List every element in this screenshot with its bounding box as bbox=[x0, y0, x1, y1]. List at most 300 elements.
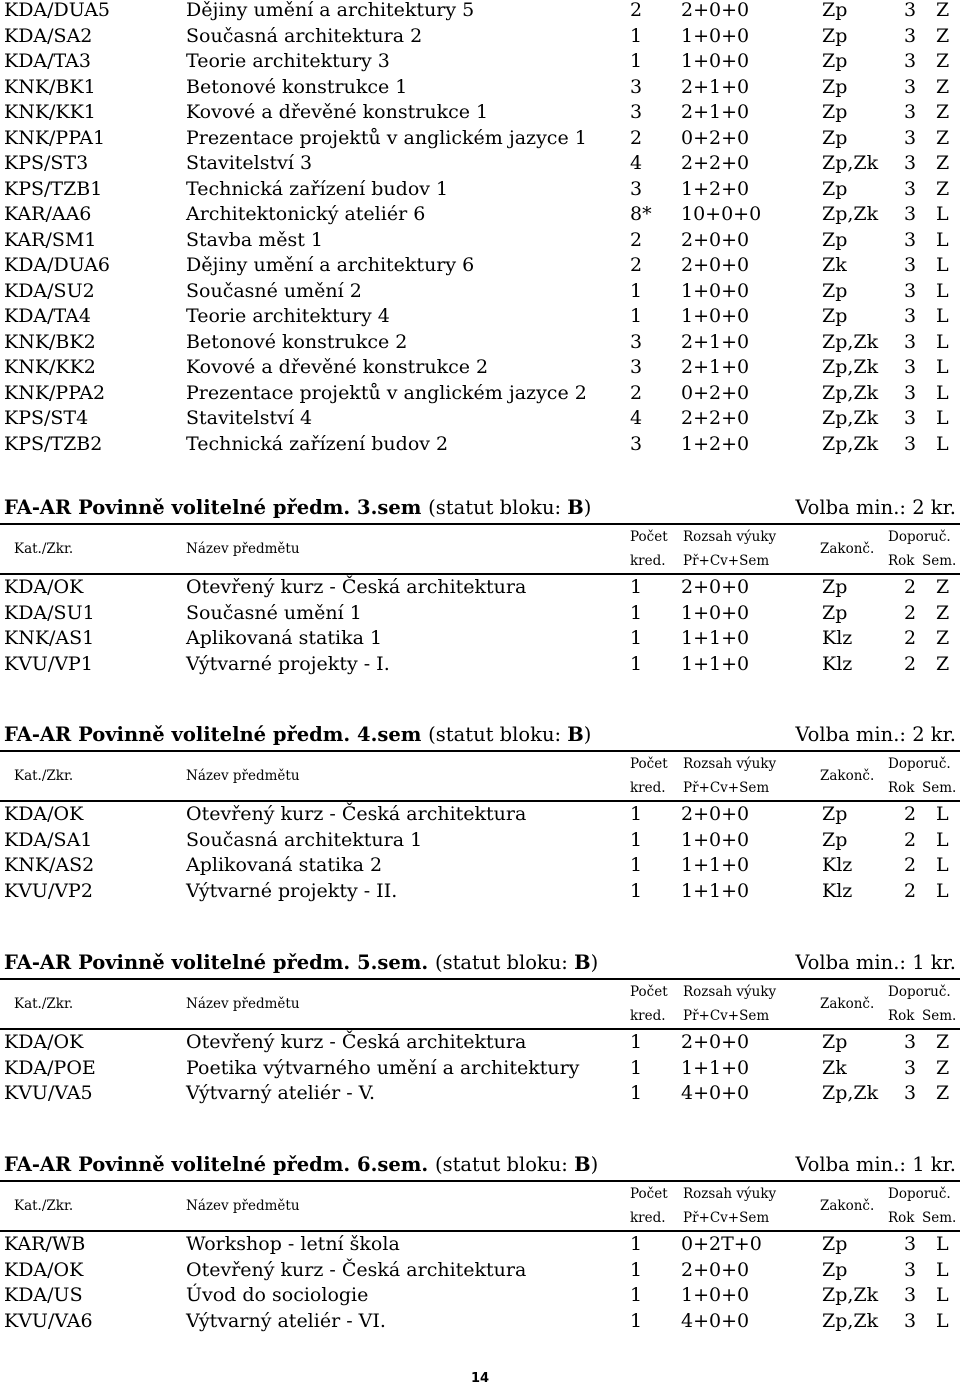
course-semester: L bbox=[936, 432, 949, 455]
course-semester: Z bbox=[936, 1031, 950, 1053]
course-name: Kovové a dřevěné konstrukce 2 bbox=[186, 356, 489, 378]
course-completion: Zp bbox=[822, 75, 848, 98]
course-semester: L bbox=[936, 879, 949, 902]
course-semester: Z bbox=[936, 152, 950, 174]
header-code: Kat./Zkr. bbox=[14, 996, 74, 1012]
header-year: Rok bbox=[888, 1210, 915, 1226]
course-hours: 2+1+0 bbox=[681, 356, 750, 378]
header-completion: Zakonč. bbox=[820, 996, 875, 1012]
header-hours-bottom: Př+Cv+Sem bbox=[683, 780, 770, 796]
course-row bbox=[0, 879, 960, 904]
course-credits: 3 bbox=[630, 75, 643, 98]
course-completion: Zp bbox=[822, 0, 848, 21]
course-credits: 1 bbox=[630, 1031, 643, 1053]
block-min-choice: Volba min.: 2 kr. bbox=[795, 723, 956, 746]
course-hours: 1+0+0 bbox=[681, 1284, 750, 1306]
course-row bbox=[0, 75, 960, 100]
course-credits: 3 bbox=[630, 356, 643, 378]
course-completion: Klz bbox=[822, 854, 853, 876]
block-status: (statut bloku: bbox=[434, 951, 575, 974]
course-code: KDA/DUA6 bbox=[4, 254, 111, 276]
block-name: Povinně volitelné předm. 3.sem bbox=[78, 496, 429, 519]
course-credits: 4 bbox=[630, 152, 643, 174]
course-code: KAR/AA6 bbox=[4, 203, 92, 225]
header-code: Kat./Zkr. bbox=[14, 1198, 74, 1214]
column-header bbox=[0, 523, 960, 575]
course-year: 2 bbox=[904, 627, 917, 649]
course-hours: 1+2+0 bbox=[681, 432, 750, 455]
course-hours: 2+2+0 bbox=[681, 152, 750, 174]
course-name: Kovové a dřevěné konstrukce 1 bbox=[186, 101, 489, 123]
course-hours: 1+0+0 bbox=[681, 279, 750, 302]
course-credits: 1 bbox=[630, 1056, 643, 1079]
course-year: 2 bbox=[904, 854, 917, 876]
block-status-value: B bbox=[567, 723, 584, 746]
block-status: (statut bloku: bbox=[434, 1153, 575, 1176]
course-hours: 2+0+0 bbox=[681, 254, 750, 276]
course-credits: 3 bbox=[630, 101, 643, 123]
header-hours-top: Rozsah výuky bbox=[683, 756, 777, 772]
header-credits-top: Počet bbox=[630, 529, 668, 545]
course-completion: Zp bbox=[822, 101, 848, 123]
header-semester: Sem. bbox=[922, 1210, 957, 1226]
course-row bbox=[0, 1232, 960, 1257]
course-name: Výtvarné projekty - II. bbox=[186, 879, 398, 902]
course-credits: 1 bbox=[630, 576, 643, 598]
course-year: 3 bbox=[904, 432, 917, 455]
course-completion: Zp,Zk bbox=[822, 356, 879, 378]
column-header bbox=[0, 750, 960, 802]
course-credits: 1 bbox=[630, 828, 643, 851]
course-name: Aplikovaná statika 2 bbox=[186, 854, 383, 876]
course-code: KDA/US bbox=[4, 1284, 83, 1306]
course-completion: Klz bbox=[822, 879, 853, 902]
course-semester: L bbox=[936, 228, 949, 251]
course-semester: L bbox=[936, 279, 949, 302]
course-year: 3 bbox=[904, 356, 917, 378]
course-completion: Zp bbox=[822, 279, 848, 302]
header-completion: Zakonč. bbox=[820, 1198, 875, 1214]
course-credits: 1 bbox=[630, 879, 643, 902]
course-year: 3 bbox=[904, 305, 917, 327]
column-header bbox=[0, 1180, 960, 1232]
course-year: 3 bbox=[904, 1309, 917, 1332]
course-completion: Zp,Zk bbox=[822, 381, 879, 404]
course-row bbox=[0, 49, 960, 74]
course-row bbox=[0, 279, 960, 304]
course-name: Prezentace projektů v anglickém jazyce 1 bbox=[186, 126, 587, 149]
course-code: KDA/DUA5 bbox=[4, 0, 111, 21]
course-completion: Zp bbox=[822, 177, 848, 200]
course-hours: 4+0+0 bbox=[681, 1082, 750, 1104]
course-semester: Z bbox=[936, 652, 950, 675]
course-credits: 2 bbox=[630, 381, 643, 404]
course-semester: Z bbox=[936, 126, 950, 149]
course-name: Betonové konstrukce 1 bbox=[186, 75, 408, 98]
block-program: FA-AR bbox=[4, 951, 79, 974]
course-code: KNK/KK2 bbox=[4, 356, 96, 378]
course-row bbox=[0, 575, 960, 600]
course-semester: L bbox=[936, 828, 949, 851]
block-status: (statut bloku: bbox=[428, 723, 568, 746]
course-row bbox=[0, 355, 960, 380]
course-hours: 1+1+0 bbox=[681, 879, 750, 902]
header-hours-top: Rozsah výuky bbox=[683, 529, 777, 545]
course-code: KDA/OK bbox=[4, 1258, 84, 1281]
course-code: KNK/BK2 bbox=[4, 330, 96, 353]
header-recommended: Doporuč. bbox=[888, 529, 951, 545]
course-hours: 2+1+0 bbox=[681, 75, 750, 98]
course-hours: 2+0+0 bbox=[681, 228, 750, 251]
course-hours: 2+0+0 bbox=[681, 1258, 750, 1281]
course-completion: Zp bbox=[822, 24, 848, 47]
course-semester: Z bbox=[936, 101, 950, 123]
course-credits: 4 bbox=[630, 407, 643, 429]
course-completion: Zp bbox=[822, 228, 848, 251]
header-hours-bottom: Př+Cv+Sem bbox=[683, 1210, 770, 1226]
header-year: Rok bbox=[888, 553, 915, 569]
block-program: FA-AR bbox=[4, 496, 79, 519]
course-semester: Z bbox=[936, 576, 950, 598]
course-semester: L bbox=[936, 254, 949, 276]
course-hours: 1+1+0 bbox=[681, 854, 750, 876]
course-credits: 3 bbox=[630, 177, 643, 200]
course-hours: 1+1+0 bbox=[681, 652, 750, 675]
course-credits: 2 bbox=[630, 126, 643, 149]
course-credits: 1 bbox=[630, 50, 643, 72]
header-code: Kat./Zkr. bbox=[14, 768, 74, 784]
course-code: KNK/AS2 bbox=[4, 854, 95, 876]
course-row bbox=[0, 304, 960, 329]
header-credits-top: Počet bbox=[630, 756, 668, 772]
course-code: KDA/OK bbox=[4, 803, 84, 825]
course-completion: Zp,Zk bbox=[822, 1284, 879, 1306]
course-code: KDA/TA4 bbox=[4, 305, 91, 327]
course-hours: 1+0+0 bbox=[681, 828, 750, 851]
course-name: Stavba měst 1 bbox=[186, 228, 324, 251]
block-min-choice: Volba min.: 1 kr. bbox=[795, 1153, 956, 1176]
course-name: Stavitelství 3 bbox=[186, 152, 313, 174]
course-code: KVU/VA6 bbox=[4, 1309, 93, 1332]
course-code: KDA/SA2 bbox=[4, 24, 93, 47]
course-name: Aplikovaná statika 1 bbox=[186, 627, 383, 649]
course-row bbox=[0, 1030, 960, 1055]
course-row bbox=[0, 828, 960, 853]
course-code: KDA/OK bbox=[4, 1031, 84, 1053]
course-name: Výtvarné projekty - I. bbox=[186, 652, 390, 675]
course-name: Otevřený kurz - Česká architektura bbox=[186, 576, 527, 598]
course-year: 3 bbox=[904, 279, 917, 302]
course-completion: Zp bbox=[822, 601, 848, 624]
course-row bbox=[0, 601, 960, 626]
course-credits: 1 bbox=[630, 1082, 643, 1104]
course-hours: 1+2+0 bbox=[681, 177, 750, 200]
header-name: Název předmětu bbox=[186, 1198, 300, 1214]
course-code: KNK/AS1 bbox=[4, 627, 95, 649]
course-row bbox=[0, 177, 960, 202]
course-credits: 1 bbox=[630, 1284, 643, 1306]
course-year: 3 bbox=[904, 254, 917, 276]
course-code: KVU/VP2 bbox=[4, 879, 93, 902]
course-name: Současná architektura 1 bbox=[186, 828, 423, 851]
course-semester: L bbox=[936, 1284, 949, 1306]
course-credits: 1 bbox=[630, 601, 643, 624]
course-year: 2 bbox=[904, 803, 917, 825]
course-credits: 1 bbox=[630, 1309, 643, 1332]
header-completion: Zakonč. bbox=[820, 768, 875, 784]
course-hours: 1+0+0 bbox=[681, 601, 750, 624]
course-semester: L bbox=[936, 1233, 949, 1255]
course-credits: 1 bbox=[630, 627, 643, 649]
course-credits: 2 bbox=[630, 254, 643, 276]
course-completion: Zp,Zk bbox=[822, 1082, 879, 1104]
header-credits-top: Počet bbox=[630, 1186, 668, 1202]
course-hours: 1+1+0 bbox=[681, 1056, 750, 1079]
header-hours-bottom: Př+Cv+Sem bbox=[683, 553, 770, 569]
course-year: 3 bbox=[904, 1056, 917, 1079]
course-semester: L bbox=[936, 203, 949, 225]
course-year: 3 bbox=[904, 407, 917, 429]
header-recommended: Doporuč. bbox=[888, 756, 951, 772]
course-name: Technická zařízení budov 1 bbox=[186, 177, 449, 200]
course-hours: 0+2+0 bbox=[681, 381, 750, 404]
block-status: (statut bloku: bbox=[428, 496, 568, 519]
block-program: FA-AR bbox=[4, 1153, 79, 1176]
course-year: 3 bbox=[904, 24, 917, 47]
course-semester: L bbox=[936, 407, 949, 429]
course-hours: 1+0+0 bbox=[681, 305, 750, 327]
course-year: 3 bbox=[904, 177, 917, 200]
course-hours: 1+0+0 bbox=[681, 24, 750, 47]
course-hours: 2+0+0 bbox=[681, 0, 750, 21]
course-name: Prezentace projektů v anglickém jazyce 2 bbox=[186, 381, 587, 404]
course-year: 2 bbox=[904, 576, 917, 598]
course-row bbox=[0, 228, 960, 253]
course-row bbox=[0, 1056, 960, 1081]
block-status-value: B bbox=[574, 951, 591, 974]
course-year: 2 bbox=[904, 652, 917, 675]
header-semester: Sem. bbox=[922, 553, 957, 569]
course-semester: Z bbox=[936, 1056, 950, 1079]
course-semester: Z bbox=[936, 1082, 950, 1104]
block-status-close: ) bbox=[583, 723, 592, 746]
header-year: Rok bbox=[888, 780, 915, 796]
header-name: Název předmětu bbox=[186, 996, 300, 1012]
course-completion: Zk bbox=[822, 254, 847, 276]
course-credits: 2 bbox=[630, 0, 643, 21]
block-status-close: ) bbox=[590, 1153, 599, 1176]
course-code: KAR/WB bbox=[4, 1233, 86, 1255]
column-header bbox=[0, 978, 960, 1030]
course-year: 3 bbox=[904, 75, 917, 98]
course-row bbox=[0, 253, 960, 278]
course-credits: 1 bbox=[630, 279, 643, 302]
block-title bbox=[4, 722, 591, 748]
course-completion: Zp bbox=[822, 1258, 848, 1281]
course-semester: Z bbox=[936, 0, 950, 21]
header-credits-bottom: kred. bbox=[630, 1210, 666, 1226]
course-name: Výtvarný ateliér - V. bbox=[186, 1082, 376, 1104]
course-name: Teorie architektury 4 bbox=[186, 305, 390, 327]
header-recommended: Doporuč. bbox=[888, 984, 951, 1000]
course-name: Teorie architektury 3 bbox=[186, 50, 390, 72]
course-code: KPS/TZB2 bbox=[4, 432, 103, 455]
course-semester: Z bbox=[936, 177, 950, 200]
course-completion: Zp bbox=[822, 305, 848, 327]
course-row bbox=[0, 0, 960, 23]
course-code: KNK/KK1 bbox=[4, 101, 96, 123]
course-semester: Z bbox=[936, 75, 950, 98]
course-year: 3 bbox=[904, 0, 917, 21]
course-completion: Zp bbox=[822, 1233, 848, 1255]
course-year: 3 bbox=[904, 126, 917, 149]
course-row bbox=[0, 1309, 960, 1334]
course-row bbox=[0, 853, 960, 878]
header-name: Název předmětu bbox=[186, 768, 300, 784]
course-completion: Zp bbox=[822, 803, 848, 825]
block-title bbox=[4, 950, 598, 976]
course-completion: Zp,Zk bbox=[822, 152, 879, 174]
block-status-close: ) bbox=[590, 951, 599, 974]
course-credits: 1 bbox=[630, 1233, 643, 1255]
course-hours: 2+0+0 bbox=[681, 803, 750, 825]
course-year: 2 bbox=[904, 879, 917, 902]
course-year: 3 bbox=[904, 381, 917, 404]
course-completion: Zp bbox=[822, 1031, 848, 1053]
course-year: 3 bbox=[904, 1082, 917, 1104]
course-credits: 3 bbox=[630, 432, 643, 455]
course-semester: Z bbox=[936, 601, 950, 624]
course-name: Otevřený kurz - Česká architektura bbox=[186, 1031, 527, 1053]
page-number: 14 bbox=[470, 1371, 490, 1386]
course-name: Otevřený kurz - Česká architektura bbox=[186, 1258, 527, 1281]
course-row bbox=[0, 202, 960, 227]
course-row bbox=[0, 24, 960, 49]
course-credits: 1 bbox=[630, 652, 643, 675]
course-row bbox=[0, 652, 960, 677]
course-name: Betonové konstrukce 2 bbox=[186, 330, 408, 353]
header-semester: Sem. bbox=[922, 1008, 957, 1024]
block-name: Povinně volitelné předm. 5.sem. bbox=[78, 951, 435, 974]
block-name: Povinně volitelné předm. 6.sem. bbox=[78, 1153, 435, 1176]
header-hours-top: Rozsah výuky bbox=[683, 984, 777, 1000]
course-credits: 1 bbox=[630, 24, 643, 47]
course-year: 3 bbox=[904, 50, 917, 72]
course-semester: L bbox=[936, 356, 949, 378]
block-min-choice: Volba min.: 2 kr. bbox=[795, 496, 956, 519]
course-code: KDA/POE bbox=[4, 1056, 96, 1079]
course-code: KVU/VP1 bbox=[4, 652, 93, 675]
course-name: Stavitelství 4 bbox=[186, 407, 313, 429]
header-credits-top: Počet bbox=[630, 984, 668, 1000]
course-name: Poetika výtvarného umění a architektury bbox=[186, 1056, 580, 1079]
course-credits: 1 bbox=[630, 854, 643, 876]
course-hours: 2+0+0 bbox=[681, 1031, 750, 1053]
course-hours: 10+0+0 bbox=[681, 203, 762, 225]
course-hours: 0+2+0 bbox=[681, 126, 750, 149]
course-name: Technická zařízení budov 2 bbox=[186, 432, 449, 455]
course-row bbox=[0, 151, 960, 176]
course-name: Současné umění 1 bbox=[186, 601, 362, 624]
block-name: Povinně volitelné předm. 4.sem bbox=[78, 723, 429, 746]
course-code: KDA/SU2 bbox=[4, 279, 95, 302]
course-completion: Klz bbox=[822, 627, 853, 649]
course-year: 3 bbox=[904, 101, 917, 123]
course-completion: Zp,Zk bbox=[822, 432, 879, 455]
course-year: 3 bbox=[904, 1284, 917, 1306]
course-name: Workshop - letní škola bbox=[186, 1233, 400, 1255]
course-year: 3 bbox=[904, 203, 917, 225]
course-row bbox=[0, 1081, 960, 1106]
course-year: 3 bbox=[904, 1258, 917, 1281]
header-semester: Sem. bbox=[922, 780, 957, 796]
course-semester: Z bbox=[936, 50, 950, 72]
course-semester: L bbox=[936, 1309, 949, 1332]
course-code: KPS/ST4 bbox=[4, 407, 89, 429]
block-status-value: B bbox=[574, 1153, 591, 1176]
course-completion: Zp,Zk bbox=[822, 330, 879, 353]
course-year: 3 bbox=[904, 1031, 917, 1053]
header-year: Rok bbox=[888, 1008, 915, 1024]
course-code: KNK/BK1 bbox=[4, 75, 96, 98]
course-code: KNK/PPA1 bbox=[4, 126, 106, 149]
course-credits: 1 bbox=[630, 305, 643, 327]
course-hours: 0+2T+0 bbox=[681, 1233, 762, 1255]
header-credits-bottom: kred. bbox=[630, 780, 666, 796]
header-name: Název předmětu bbox=[186, 541, 300, 557]
course-hours: 1+1+0 bbox=[681, 627, 750, 649]
course-completion: Zp bbox=[822, 576, 848, 598]
course-year: 3 bbox=[904, 1233, 917, 1255]
course-name: Současné umění 2 bbox=[186, 279, 362, 302]
course-row bbox=[0, 330, 960, 355]
block-title bbox=[4, 495, 591, 521]
course-name: Současná architektura 2 bbox=[186, 24, 423, 47]
course-code: KPS/TZB1 bbox=[4, 177, 103, 200]
course-year: 3 bbox=[904, 228, 917, 251]
course-code: KPS/ST3 bbox=[4, 152, 89, 174]
block-title bbox=[4, 1152, 598, 1178]
course-completion: Zp bbox=[822, 50, 848, 72]
course-semester: L bbox=[936, 305, 949, 327]
course-row bbox=[0, 1258, 960, 1283]
course-code: KDA/SU1 bbox=[4, 601, 95, 624]
block-min-choice: Volba min.: 1 kr. bbox=[795, 951, 956, 974]
header-credits-bottom: kred. bbox=[630, 553, 666, 569]
course-name: Otevřený kurz - Česká architektura bbox=[186, 803, 527, 825]
course-semester: L bbox=[936, 330, 949, 353]
header-completion: Zakonč. bbox=[820, 541, 875, 557]
header-code: Kat./Zkr. bbox=[14, 541, 74, 557]
course-completion: Zk bbox=[822, 1056, 847, 1079]
course-row bbox=[0, 406, 960, 431]
course-code: KDA/TA3 bbox=[4, 50, 91, 72]
course-completion: Zp,Zk bbox=[822, 203, 879, 225]
course-completion: Zp,Zk bbox=[822, 1309, 879, 1332]
course-year: 2 bbox=[904, 828, 917, 851]
course-credits: 2 bbox=[630, 228, 643, 251]
course-row bbox=[0, 126, 960, 151]
course-credits: 1 bbox=[630, 803, 643, 825]
course-credits: 1 bbox=[630, 1258, 643, 1281]
course-code: KAR/SM1 bbox=[4, 228, 97, 251]
course-name: Výtvarný ateliér - VI. bbox=[186, 1309, 386, 1332]
course-code: KDA/SA1 bbox=[4, 828, 93, 851]
course-hours: 2+2+0 bbox=[681, 407, 750, 429]
course-row bbox=[0, 432, 960, 457]
course-row bbox=[0, 1283, 960, 1308]
course-hours: 2+0+0 bbox=[681, 576, 750, 598]
